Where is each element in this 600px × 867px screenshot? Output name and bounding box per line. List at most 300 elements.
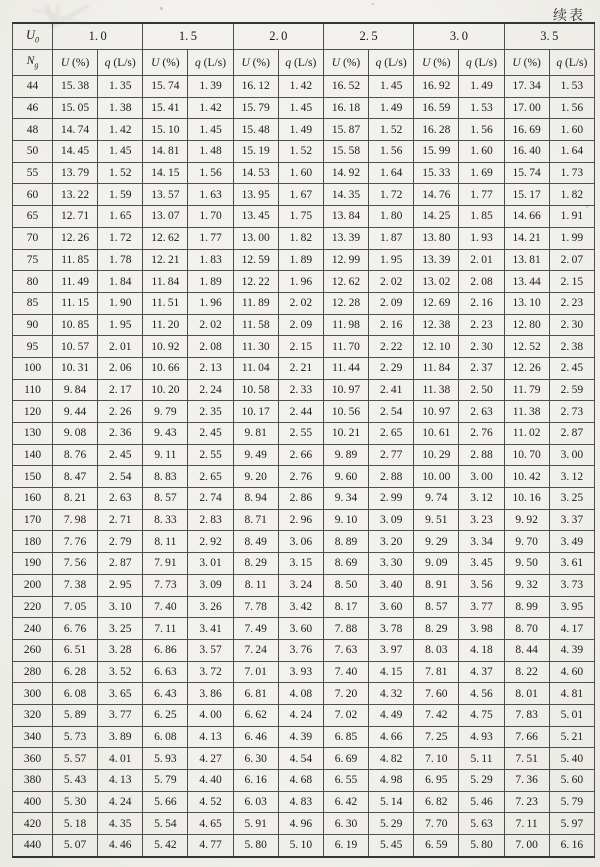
cell-q-value: 3. 89 [98,726,143,748]
cell-q-value: 1. 60 [459,141,504,163]
cell-q-value: 2. 87 [98,553,143,575]
cell-u-value: 6. 81 [233,683,278,705]
cell-q-value: 1. 38 [98,97,143,119]
cell-q-value: 3. 25 [549,488,594,510]
row-ng-value: 240 [13,618,53,640]
cell-u-value: 6. 76 [53,618,98,640]
subheader-q: q (L/s) [278,50,323,76]
cell-u-value: 6. 82 [414,791,459,813]
cell-u-value: 8. 22 [504,661,549,683]
cell-u-value: 11. 04 [233,357,278,379]
corner-u0-cell: $U_0$ [13,23,53,50]
cell-u-value: 6. 42 [323,791,368,813]
row-ng-value: 140 [13,444,53,466]
group-header-2.0: 2. 0 [233,23,323,50]
cell-q-value: 2. 55 [278,423,323,445]
group-header-2.5: 2. 5 [323,23,413,50]
table-row [13,97,595,119]
cell-q-value: 3. 56 [459,574,504,596]
table-row [13,162,595,184]
cell-u-value: 9. 92 [504,509,549,531]
cell-u-value: 10. 42 [504,466,549,488]
cell-u-value: 7. 00 [504,835,549,857]
cell-q-value: 1. 91 [549,206,594,228]
cell-q-value: 2. 38 [549,336,594,358]
cell-u-value: 15. 10 [143,119,188,141]
cell-u-value: 9. 29 [414,531,459,553]
group-header-1.5: 1. 5 [143,23,233,50]
row-ng-value: 200 [13,574,53,596]
cell-q-value: 2. 65 [369,423,414,445]
cell-q-value: 1. 69 [459,162,504,184]
cell-q-value: 4. 68 [278,770,323,792]
cell-u-value: 13. 00 [233,227,278,249]
cell-u-value: 6. 62 [233,704,278,726]
cell-q-value: 5. 10 [278,835,323,857]
cell-q-value: 2. 16 [369,314,414,336]
row-ng-value: 440 [13,835,53,857]
cell-u-value: 9. 84 [53,379,98,401]
cell-u-value: 8. 99 [504,596,549,618]
cell-q-value: 2. 36 [98,423,143,445]
cell-q-value: 4. 39 [549,639,594,661]
cell-u-value: 10. 00 [414,466,459,488]
cell-q-value: 3. 37 [549,509,594,531]
table-row [13,596,595,618]
cell-u-value: 6. 03 [233,791,278,813]
cell-u-value: 8. 76 [53,444,98,466]
cell-q-value: 3. 20 [369,531,414,553]
cell-q-value: 1. 64 [369,162,414,184]
cell-u-value: 12. 26 [504,357,549,379]
cell-u-value: 6. 08 [53,683,98,705]
cell-q-value: 1. 84 [98,271,143,293]
cell-q-value: 1. 60 [278,162,323,184]
cell-q-value: 4. 46 [98,835,143,857]
cell-q-value: 2. 26 [98,401,143,423]
table-row [13,271,595,293]
cell-u-value: 11. 85 [53,249,98,271]
cell-q-value: 1. 96 [188,292,233,314]
cell-q-value: 5. 29 [369,813,414,835]
cell-q-value: 2. 83 [188,509,233,531]
cell-u-value: 9. 20 [233,466,278,488]
cell-u-value: 9. 70 [504,531,549,553]
table-row [13,531,595,553]
cell-q-value: 1. 56 [369,141,414,163]
cell-u-value: 13. 95 [233,184,278,206]
row-ng-value: 190 [13,553,53,575]
cell-u-value: 8. 11 [233,574,278,596]
cell-q-value: 3. 25 [98,618,143,640]
cell-u-value: 11. 84 [414,357,459,379]
cell-q-value: 2. 55 [188,444,233,466]
cell-u-value: 7. 88 [323,618,368,640]
cell-u-value: 13. 57 [143,184,188,206]
cell-q-value: 1. 89 [278,249,323,271]
cell-q-value: 3. 77 [459,596,504,618]
cell-u-value: 8. 21 [53,488,98,510]
cell-u-value: 7. 05 [53,596,98,618]
group-header-3.0: 3. 0 [414,23,504,50]
cell-q-value: 4. 35 [98,813,143,835]
cell-u-value: 10. 57 [53,336,98,358]
cell-q-value: 2. 30 [549,314,594,336]
cell-u-value: 14. 15 [143,162,188,184]
cell-q-value: 3. 60 [278,618,323,640]
cell-u-value: 6. 69 [323,748,368,770]
cell-u-value: 12. 71 [53,206,98,228]
cell-u-value: 16. 59 [414,97,459,119]
cell-u-value: 14. 45 [53,141,98,163]
subheader-u: U (%) [53,50,98,76]
cell-q-value: 2. 22 [369,336,414,358]
cell-u-value: 9. 51 [414,509,459,531]
cell-q-value: 2. 08 [459,271,504,293]
cell-q-value: 1. 42 [188,97,233,119]
row-ng-value: 180 [13,531,53,553]
table-row [13,748,595,770]
cell-q-value: 4. 13 [98,770,143,792]
cell-q-value: 1. 45 [278,97,323,119]
cell-q-value: 2. 24 [188,379,233,401]
table-row [13,76,595,98]
cell-q-value: 3. 49 [549,531,594,553]
row-ng-value: 60 [13,184,53,206]
cell-u-value: 7. 23 [504,791,549,813]
cell-q-value: 2. 45 [98,444,143,466]
cell-q-value: 4. 82 [369,748,414,770]
cell-u-value: 8. 03 [414,639,459,661]
cell-q-value: 1. 99 [549,227,594,249]
cell-u-value: 7. 01 [233,661,278,683]
table-row [13,379,595,401]
cell-u-value: 13. 10 [504,292,549,314]
table-row [13,639,595,661]
subheader-u: U (%) [323,50,368,76]
cell-u-value: 14. 74 [53,119,98,141]
cell-u-value: 6. 95 [414,770,459,792]
cell-q-value: 1. 73 [549,162,594,184]
row-ng-value: 160 [13,488,53,510]
cell-q-value: 3. 78 [369,618,414,640]
cell-u-value: 8. 33 [143,509,188,531]
row-ng-value: 80 [13,271,53,293]
cell-u-value: 16. 40 [504,141,549,163]
cell-u-value: 11. 49 [53,271,98,293]
cell-u-value: 11. 15 [53,292,98,314]
cell-q-value: 1. 95 [369,249,414,271]
cell-q-value: 5. 01 [549,704,594,726]
cell-u-value: 6. 86 [143,639,188,661]
cell-u-value: 9. 44 [53,401,98,423]
cell-u-value: 12. 38 [414,314,459,336]
cell-q-value: 4. 77 [188,835,233,857]
cell-q-value: 5. 97 [549,813,594,835]
cell-u-value: 7. 10 [414,748,459,770]
row-ng-value: 340 [13,726,53,748]
cell-q-value: 1. 65 [98,206,143,228]
cell-q-value: 3. 93 [278,661,323,683]
cell-q-value: 1. 72 [369,184,414,206]
cell-q-value: 3. 15 [278,553,323,575]
cell-q-value: 5. 80 [459,835,504,857]
cell-u-value: 16. 52 [323,76,368,98]
cell-q-value: 3. 10 [98,596,143,618]
cell-u-value: 5. 18 [53,813,98,835]
cell-u-value: 14. 66 [504,206,549,228]
table-row [13,509,595,531]
cell-q-value: 2. 02 [369,271,414,293]
cell-u-value: 10. 58 [233,379,278,401]
cell-u-value: 8. 71 [233,509,278,531]
subheader-u: U (%) [143,50,188,76]
cell-q-value: 1. 48 [188,141,233,163]
cell-q-value: 2. 37 [459,357,504,379]
cell-u-value: 8. 70 [504,618,549,640]
cell-q-value: 4. 49 [369,704,414,726]
cell-u-value: 15. 33 [414,162,459,184]
cell-q-value: 3. 01 [188,553,233,575]
cell-q-value: 4. 56 [459,683,504,705]
cell-u-value: 11. 38 [504,401,549,423]
row-ng-value: 90 [13,314,53,336]
cell-u-value: 7. 60 [414,683,459,705]
cell-u-value: 7. 40 [323,661,368,683]
table-row [13,726,595,748]
paper-speck [372,3,374,5]
cell-q-value: 5. 63 [459,813,504,835]
cell-q-value: 4. 93 [459,726,504,748]
cell-u-value: 12. 80 [504,314,549,336]
cell-q-value: 2. 15 [549,271,594,293]
cell-q-value: 2. 16 [459,292,504,314]
cell-q-value: 1. 72 [98,227,143,249]
cell-q-value: 5. 79 [549,791,594,813]
cell-q-value: 3. 09 [369,509,414,531]
cell-u-value: 10. 29 [414,444,459,466]
cell-u-value: 13. 79 [53,162,98,184]
cell-q-value: 2. 45 [549,357,594,379]
table-row [13,227,595,249]
cell-q-value: 2. 65 [188,466,233,488]
cell-q-value: 2. 66 [278,444,323,466]
cell-u-value: 11. 20 [143,314,188,336]
cell-u-value: 12. 21 [143,249,188,271]
cell-q-value: 1. 60 [549,119,594,141]
cell-q-value: 2. 13 [188,357,233,379]
cell-u-value: 15. 48 [233,119,278,141]
cell-u-value: 7. 78 [233,596,278,618]
cell-q-value: 2. 77 [369,444,414,466]
cell-q-value: 3. 77 [98,704,143,726]
cell-u-value: 5. 57 [53,748,98,770]
cell-u-value: 14. 92 [323,162,368,184]
cell-u-value: 14. 81 [143,141,188,163]
cell-u-value: 6. 25 [143,704,188,726]
cell-u-value: 16. 92 [414,76,459,98]
cell-u-value: 12. 10 [414,336,459,358]
cell-q-value: 1. 49 [278,119,323,141]
cell-u-value: 16. 18 [323,97,368,119]
cell-q-value: 2. 73 [549,401,594,423]
cell-q-value: 1. 85 [459,206,504,228]
row-ng-value: 55 [13,162,53,184]
cell-q-value: 1. 75 [278,206,323,228]
cell-u-value: 6. 30 [323,813,368,835]
cell-u-value: 7. 56 [53,553,98,575]
cell-q-value: 2. 74 [188,488,233,510]
cell-u-value: 15. 58 [323,141,368,163]
cell-u-value: 15. 99 [414,141,459,163]
cell-u-value: 5. 80 [233,835,278,857]
cell-q-value: 4. 13 [188,726,233,748]
cell-u-value: 12. 28 [323,292,368,314]
cell-q-value: 1. 80 [369,206,414,228]
cell-q-value: 3. 57 [188,639,233,661]
cell-u-value: 13. 84 [323,206,368,228]
cell-q-value: 5. 40 [549,748,594,770]
cell-q-value: 1. 53 [459,97,504,119]
row-ng-value: 130 [13,423,53,445]
cell-q-value: 1. 70 [188,206,233,228]
cell-u-value: 9. 34 [323,488,368,510]
cell-u-value: 11. 30 [233,336,278,358]
cell-u-value: 8. 11 [143,531,188,553]
cell-u-value: 10. 97 [414,401,459,423]
table-row [13,835,595,857]
row-ng-value: 100 [13,357,53,379]
row-ng-value: 150 [13,466,53,488]
cell-u-value: 9. 32 [504,574,549,596]
cell-u-value: 9. 60 [323,466,368,488]
table-row [13,661,595,683]
cell-u-value: 12. 59 [233,249,278,271]
cell-u-value: 7. 20 [323,683,368,705]
cell-u-value: 7. 76 [53,531,98,553]
table-row [13,423,595,445]
cell-q-value: 6. 16 [549,835,594,857]
cell-q-value: 1. 59 [98,184,143,206]
cell-u-value: 6. 63 [143,661,188,683]
cell-q-value: 4. 08 [278,683,323,705]
table-row [13,466,595,488]
cell-q-value: 1. 53 [549,76,594,98]
cell-u-value: 10. 21 [323,423,368,445]
cell-u-value: 7. 98 [53,509,98,531]
cell-u-value: 17. 34 [504,76,549,98]
cell-u-value: 6. 46 [233,726,278,748]
cell-q-value: 1. 42 [98,119,143,141]
cell-u-value: 10. 16 [504,488,549,510]
table-row [13,357,595,379]
cell-u-value: 15. 05 [53,97,98,119]
table-row [13,119,595,141]
table-row [13,618,595,640]
cell-q-value: 2. 01 [459,249,504,271]
cell-q-value: 2. 96 [278,509,323,531]
cell-u-value: 13. 80 [414,227,459,249]
cell-u-value: 11. 44 [323,357,368,379]
cell-u-value: 14. 76 [414,184,459,206]
table-row [13,574,595,596]
cell-q-value: 4. 75 [459,704,504,726]
row-ng-value: 420 [13,813,53,835]
table-row [13,206,595,228]
cell-u-value: 7. 66 [504,726,549,748]
cell-u-value: 11. 51 [143,292,188,314]
cell-q-value: 5. 21 [549,726,594,748]
cell-u-value: 10. 61 [414,423,459,445]
row-ng-value: 120 [13,401,53,423]
irrigation-uniformity-table [12,22,595,858]
cell-q-value: 3. 73 [549,574,594,596]
cell-q-value: 4. 39 [278,726,323,748]
cell-q-value: 1. 77 [459,184,504,206]
cell-u-value: 9. 11 [143,444,188,466]
cell-u-value: 15. 19 [233,141,278,163]
cell-q-value: 2. 71 [98,509,143,531]
cell-u-value: 15. 38 [53,76,98,98]
cell-q-value: 2. 76 [459,423,504,445]
table-body [13,76,595,857]
cell-q-value: 2. 21 [278,357,323,379]
cell-q-value: 3. 45 [459,553,504,575]
row-ng-value: 95 [13,336,53,358]
cell-q-value: 3. 72 [188,661,233,683]
table-row [13,704,595,726]
cell-q-value: 3. 60 [369,596,414,618]
cell-u-value: 10. 20 [143,379,188,401]
cell-q-value: 2. 02 [188,314,233,336]
row-ng-value: 380 [13,770,53,792]
cell-q-value: 4. 81 [549,683,594,705]
cell-q-value: 4. 37 [459,661,504,683]
ng-symbol: N [26,55,35,68]
cell-u-value: 13. 07 [143,206,188,228]
cell-q-value: 1. 64 [549,141,594,163]
cell-q-value: 2. 92 [188,531,233,553]
cell-u-value: 9. 74 [414,488,459,510]
cell-u-value: 7. 11 [504,813,549,835]
cell-q-value: 2. 50 [459,379,504,401]
cell-q-value: 4. 52 [188,791,233,813]
cell-u-value: 9. 79 [143,401,188,423]
cell-u-value: 6. 55 [323,770,368,792]
cell-q-value: 1. 52 [98,162,143,184]
cell-u-value: 9. 10 [323,509,368,531]
cell-q-value: 2. 01 [98,336,143,358]
cell-u-value: 9. 89 [323,444,368,466]
cell-q-value: 3. 12 [549,466,594,488]
subheader-u: U (%) [233,50,278,76]
cell-u-value: 7. 42 [414,704,459,726]
row-ng-value: 280 [13,661,53,683]
corner-ng-cell: $N_g$ [13,50,53,76]
cell-u-value: 6. 51 [53,639,98,661]
cell-u-value: 12. 69 [414,292,459,314]
cell-q-value: 2. 02 [278,292,323,314]
cell-u-value: 9. 09 [414,553,459,575]
cell-u-value: 14. 35 [323,184,368,206]
cell-q-value: 3. 26 [188,596,233,618]
cell-q-value: 4. 15 [369,661,414,683]
cell-q-value: 1. 49 [369,97,414,119]
row-ng-value: 110 [13,379,53,401]
cell-u-value: 7. 02 [323,704,368,726]
cell-u-value: 7. 25 [414,726,459,748]
cell-u-value: 7. 36 [504,770,549,792]
